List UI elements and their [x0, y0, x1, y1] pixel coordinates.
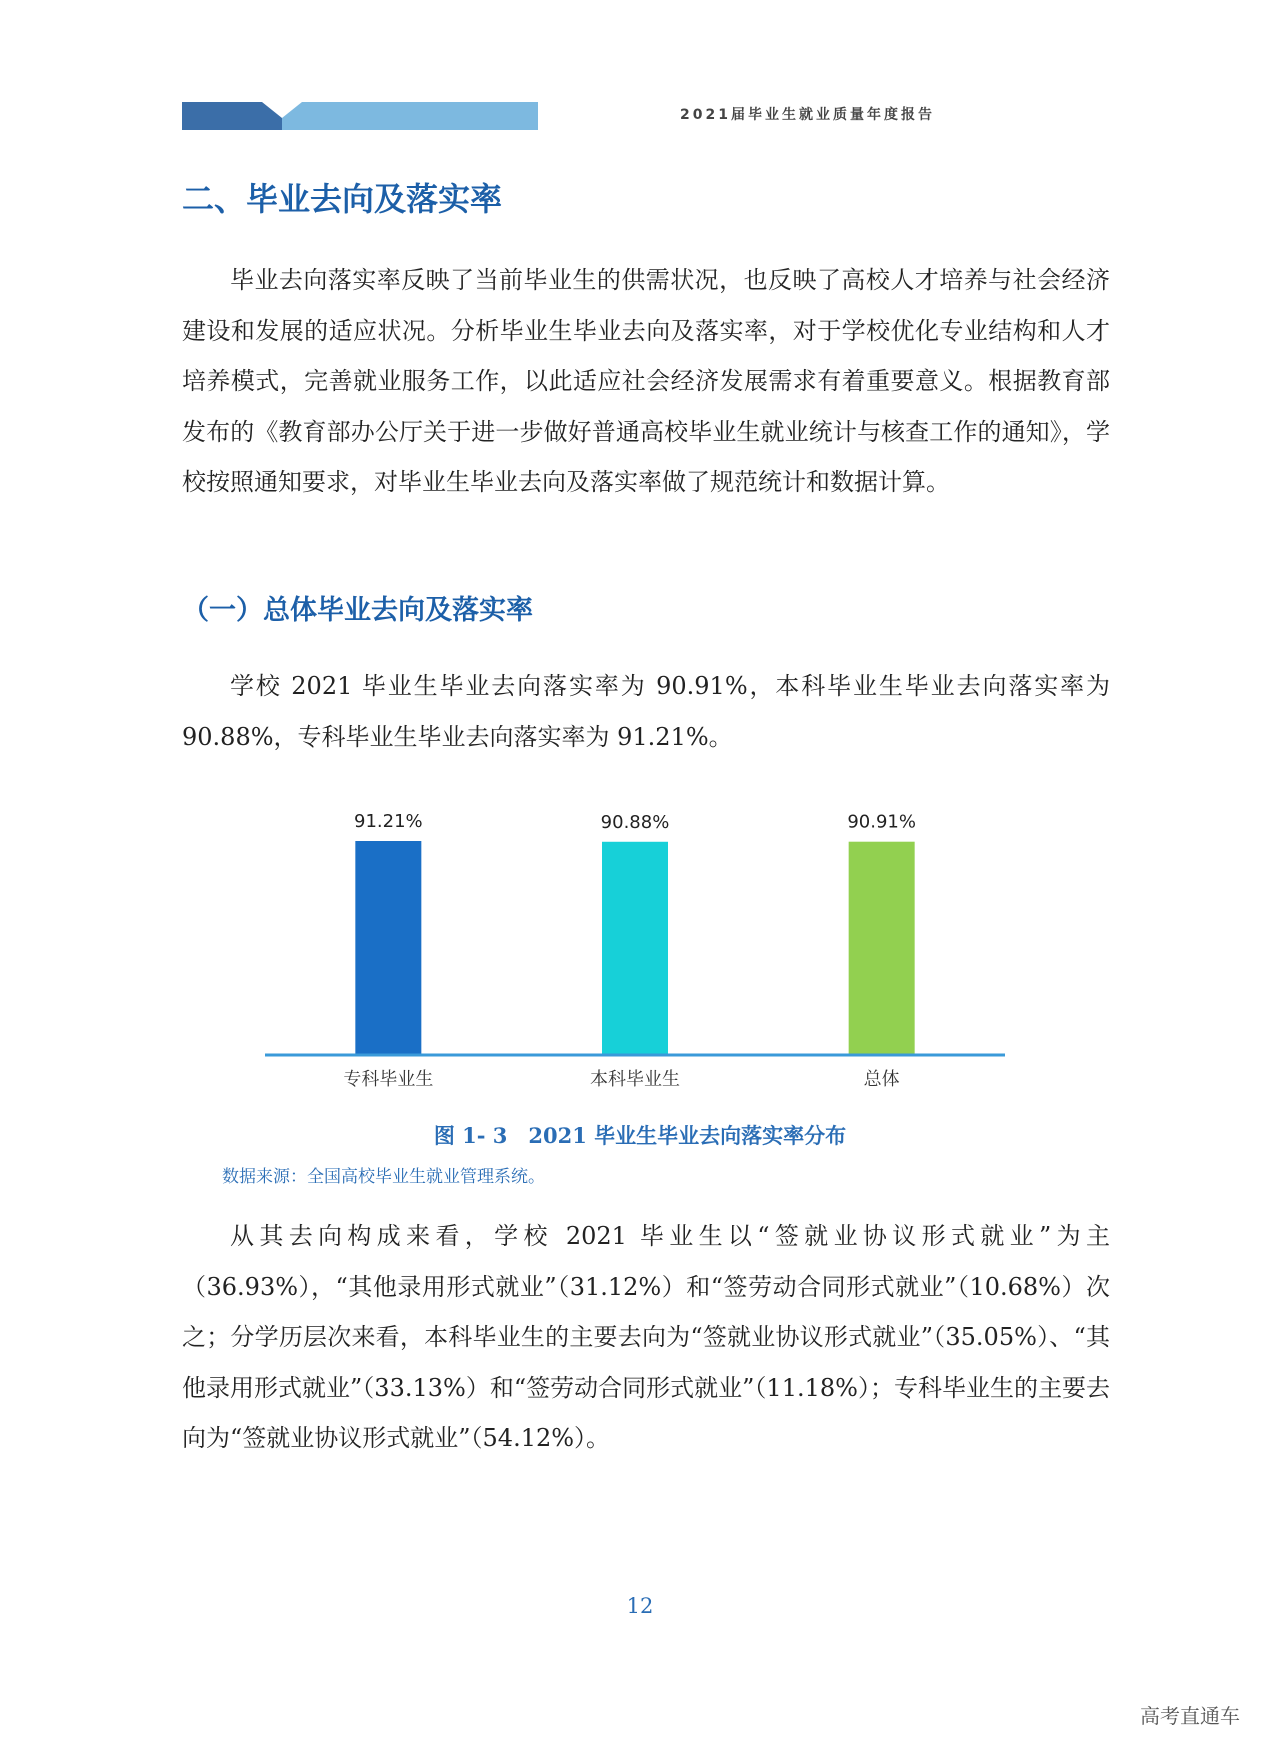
header-band-light	[282, 102, 538, 130]
section-heading: 二、毕业去向及落实率	[182, 180, 503, 218]
category-tick-label-1: 专科毕业生	[343, 1069, 434, 1090]
data-source-note: 数据来源：全国高校毕业生就业管理系统。	[222, 1167, 545, 1187]
placement-rate-bar-chart	[255, 775, 1015, 1105]
category-tick-label-3: 总体	[863, 1069, 900, 1090]
intro-paragraph: 毕业去向落实率反映了当前毕业生的供需状况，也反映了高校人才培养与社会经济建设和发展的适应状况。分析毕业生毕业去向及落实率，对于学校优化专业结构和人才培养模式，完善就业服务工作，以此适应社会经济发展需求有着重要意义。根据教育部发布的《教育部办公厅关于进一步做好普通高校毕业生就业统计与核查工作的通知》，学校按照通知要求，对毕业生毕业去向及落实率做了规范统计和数据计算。	[182, 266, 1110, 496]
summary-paragraph: 学校 2021 毕业生毕业去向落实率为 90.91%，本科毕业生毕业去向落实率为 90.88%，专科毕业生毕业去向落实率为 91.21%。	[182, 672, 1110, 751]
header-band-notch	[262, 102, 302, 130]
bar-data-label-1: 91.21%	[354, 811, 423, 832]
bar-3	[849, 842, 915, 1055]
subsection-heading: （一）总体毕业去向及落实率	[182, 595, 533, 626]
report-header-title: 2021届毕业生就业质量年度报告	[680, 107, 935, 123]
bar-2	[602, 842, 668, 1055]
bar-data-label-3: 90.91%	[847, 811, 916, 833]
analysis-paragraph: 从其去向构成来看，学校 2021 毕业生以“签就业协议形式就业”为主（36.93%），“其他录用形式就业”（31.12%）和“签劳动合同形式就业”（10.68%）次之；分学历层次来看，本科毕业生的主要去向为“签就业协议形式就业”（35.05%）、“其他录用形式就业”（33.13%）和“签劳动合同形式就业”（11.18%）；专科毕业生的主要去向为“签就业协议形式就业”（54.12%）。	[182, 1222, 1110, 1452]
figure-caption: 图 1- 3 2021 毕业生毕业去向落实率分布	[433, 1123, 847, 1148]
page-number: 12	[626, 1594, 654, 1618]
category-tick-label-2: 本科毕业生	[590, 1069, 680, 1090]
bar-1	[355, 841, 421, 1055]
bar-data-label-2: 90.88%	[600, 811, 670, 833]
watermark-text: 高考直通车	[1140, 1704, 1240, 1728]
